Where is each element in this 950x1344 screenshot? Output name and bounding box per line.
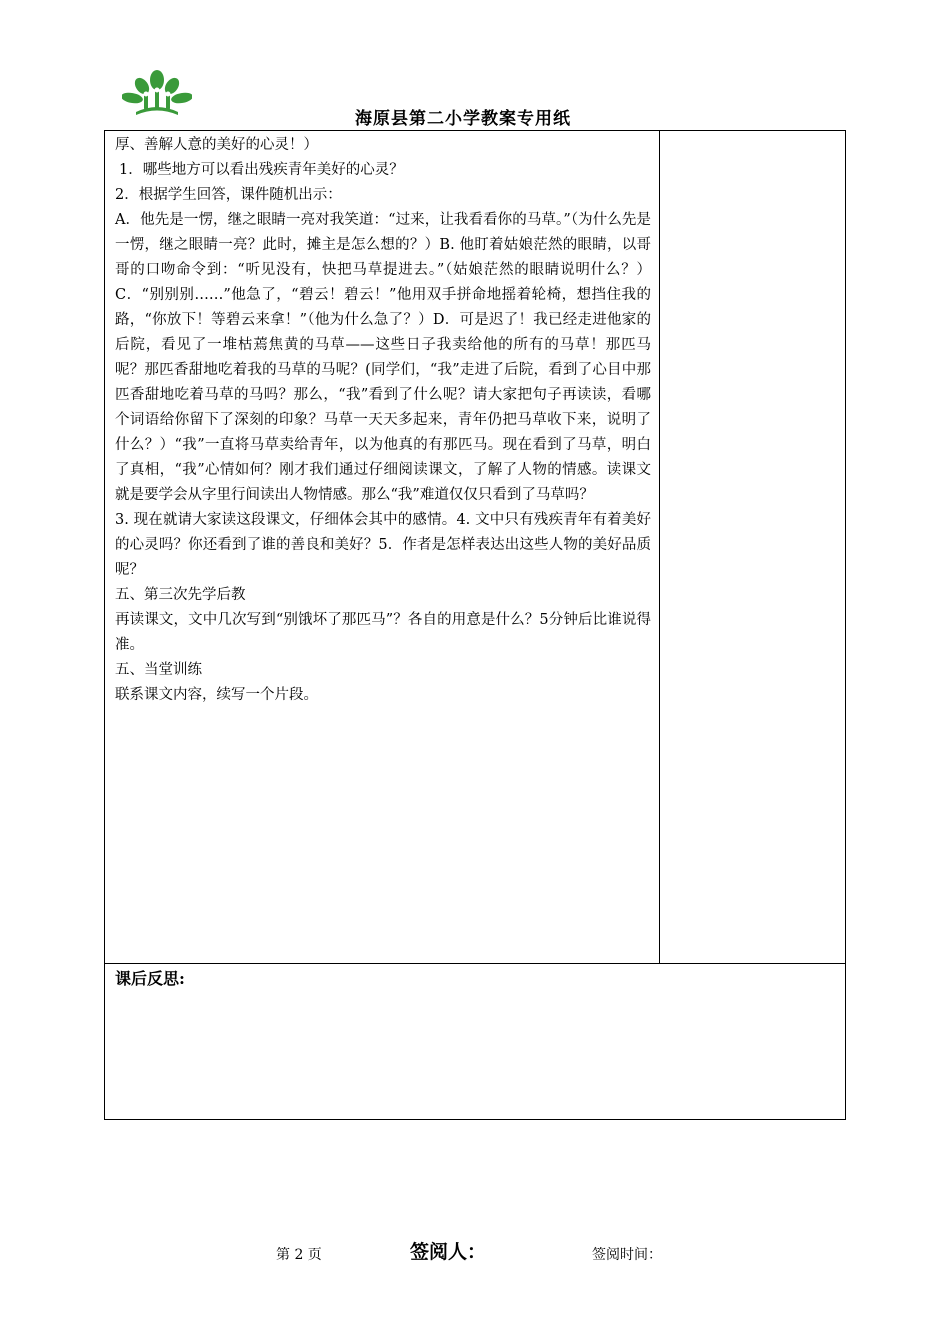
content-paragraph: 2．根据学生回答，课件随机出示： <box>115 187 342 203</box>
sign-time-label: 签阅时间： <box>592 1247 662 1263</box>
lesson-content-cell <box>105 131 660 964</box>
content-paragraph: 再读课文，文中几次写到“别饿坏了那匹马”？各自的用意是什么？5分钟后比谁说得准。 <box>115 612 651 653</box>
section-heading: 五、当堂训练 <box>115 662 202 678</box>
page-title: 海原县第二小学教案专用纸 <box>355 109 571 129</box>
content-paragraph: 3. 现在就请大家读这段课文，仔细体会其中的感情。4. 文中只有残疾青年有着美好的心灵吗？你还看到了谁的善良和美好？5．作者是怎样表达出这些人物的美好品质呢？ <box>115 512 651 578</box>
content-paragraph: 1．哪些地方可以看出残疾青年美好的心灵？ <box>119 162 404 178</box>
notes-column <box>660 131 845 964</box>
lesson-plan-table <box>104 130 846 1120</box>
signer-label: 签阅人： <box>410 1241 487 1263</box>
content-paragraph: A．他先是一愣，继之眼睛一亮对我笑道：“过来，让我看看你的马草。”（为什么先是一愣，继之眼睛一亮？此时，摊主是怎么想的？）B. 他盯着姑娘茫然的眼睛，以哥哥的口吻命令到：“听见没有，快把马草提进去。”（姑娘茫然的眼睛说明什么？）C．“别别别……”他急了，“碧云！碧云！”他用双手拼命地摇着轮椅，想挡住我的路，“你放下！等碧云来拿！”（他为什么急了？）D．可是迟了！我已经走进他家的后院，看见了一堆枯蔫焦黄的马草——这些日子我卖给他的所有的马草！那匹马呢？那匹香甜地吃着我的马草的马呢？(同学们，“我”走进了后院，看到了心目中那匹香甜地吃着马草的马吗？那么，“我”看到了什么呢？请大家把句子再读读，看哪个词语给你留下了深刻的印象？马草一天天多起来，青年仍把马草收下来，说明了什么？）“我”一直将马草卖给青年，以为他真的有那匹马。现在看到了马草，明白了真相，“我”心情如何？刚才我们通过仔细阅读课文，了解了人物的情感。读课文就是要学会从字里行间读出人物情感。那么“我”难道仅仅只看到了马草吗？ <box>115 212 651 503</box>
school-logo-icon <box>122 70 192 120</box>
section-heading: 五、第三次先学后教 <box>115 587 246 603</box>
reflection-cell <box>105 964 845 1119</box>
page-number: 第 2 页 <box>276 1247 322 1263</box>
reflection-label: 课后反思: <box>115 969 185 988</box>
content-paragraph: 厚、善解人意的美好的心灵！） <box>115 137 318 153</box>
content-paragraph: 联系课文内容，续写一个片段。 <box>115 687 318 703</box>
